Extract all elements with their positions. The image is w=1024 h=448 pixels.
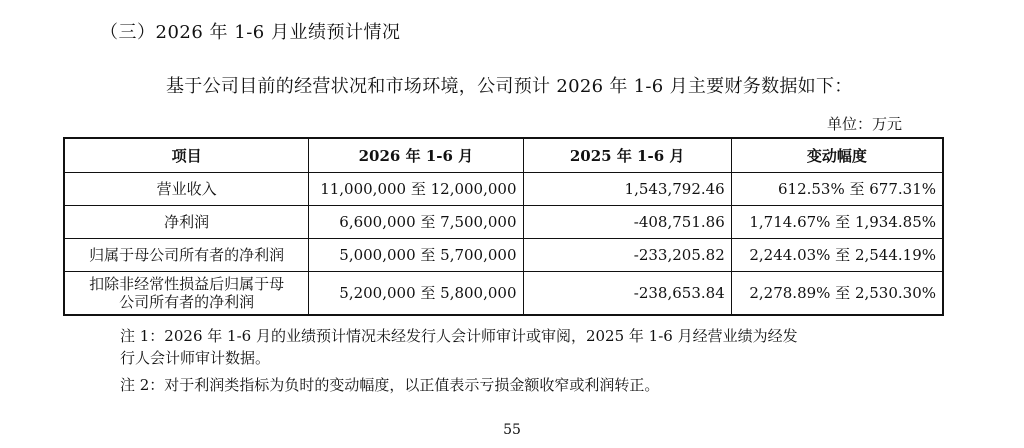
row-item-label: 营业收入 [64, 173, 309, 206]
unit-label: 单位：万元 [826, 115, 902, 133]
row-value-2026: 5,000,000 至 5,700,000 [309, 239, 523, 272]
section-heading: （三）2026 年 1-6 月业绩预计情况 [100, 22, 401, 43]
row-change: 612.53% 至 677.31% [731, 173, 943, 206]
row-value-2025: -233,205.82 [523, 239, 731, 272]
table-row [64, 272, 943, 316]
row-item-label [64, 272, 309, 316]
row-value-2026: 5,200,000 至 5,800,000 [309, 272, 523, 316]
notes [120, 325, 920, 396]
row-item-label-line2: 公司所有者的净利润 [119, 293, 255, 311]
table-row [64, 173, 943, 206]
row-value-2025: -238,653.84 [523, 272, 731, 316]
row-item-label: 归属于母公司所有者的净利润 [64, 239, 309, 272]
row-value-2026: 6,600,000 至 7,500,000 [309, 206, 523, 239]
note-1-line-2: 行人会计师审计数据。 [120, 349, 271, 367]
row-value-2025: 1,543,792.46 [523, 173, 731, 206]
page-number: 55 [503, 422, 521, 438]
header-2025: 2025 年 1-6 月 [523, 138, 731, 173]
header-item: 项目 [64, 138, 309, 173]
table-row [64, 239, 943, 272]
header-change: 变动幅度 [731, 138, 943, 173]
row-value-2025: -408,751.86 [523, 206, 731, 239]
table-header-row [64, 138, 943, 173]
intro-paragraph: 基于公司目前的经营状况和市场环境，公司预计 2026 年 1-6 月主要财务数据如下： [166, 76, 853, 97]
row-value-2026: 11,000,000 至 12,000,000 [309, 173, 523, 206]
row-item-label: 净利润 [64, 206, 309, 239]
note-2: 注 2：对于利润类指标为负时的变动幅度，以正值表示亏损金额收窄或利润转正。 [120, 376, 660, 394]
financial-data-table [63, 137, 944, 316]
row-change: 2,244.03% 至 2,544.19% [731, 239, 943, 272]
table-row [64, 206, 943, 239]
row-change: 2,278.89% 至 2,530.30% [731, 272, 943, 316]
row-change: 1,714.67% 至 1,934.85% [731, 206, 943, 239]
row-item-label-line1: 扣除非经常性损益后归属于母 [89, 275, 285, 293]
note-1-line-1: 注 1：2026 年 1-6 月的业绩预计情况未经发行人会计师审计或审阅，2025 年 1-6 月经营业绩为经发 [120, 327, 798, 345]
header-2026: 2026 年 1-6 月 [309, 138, 523, 173]
